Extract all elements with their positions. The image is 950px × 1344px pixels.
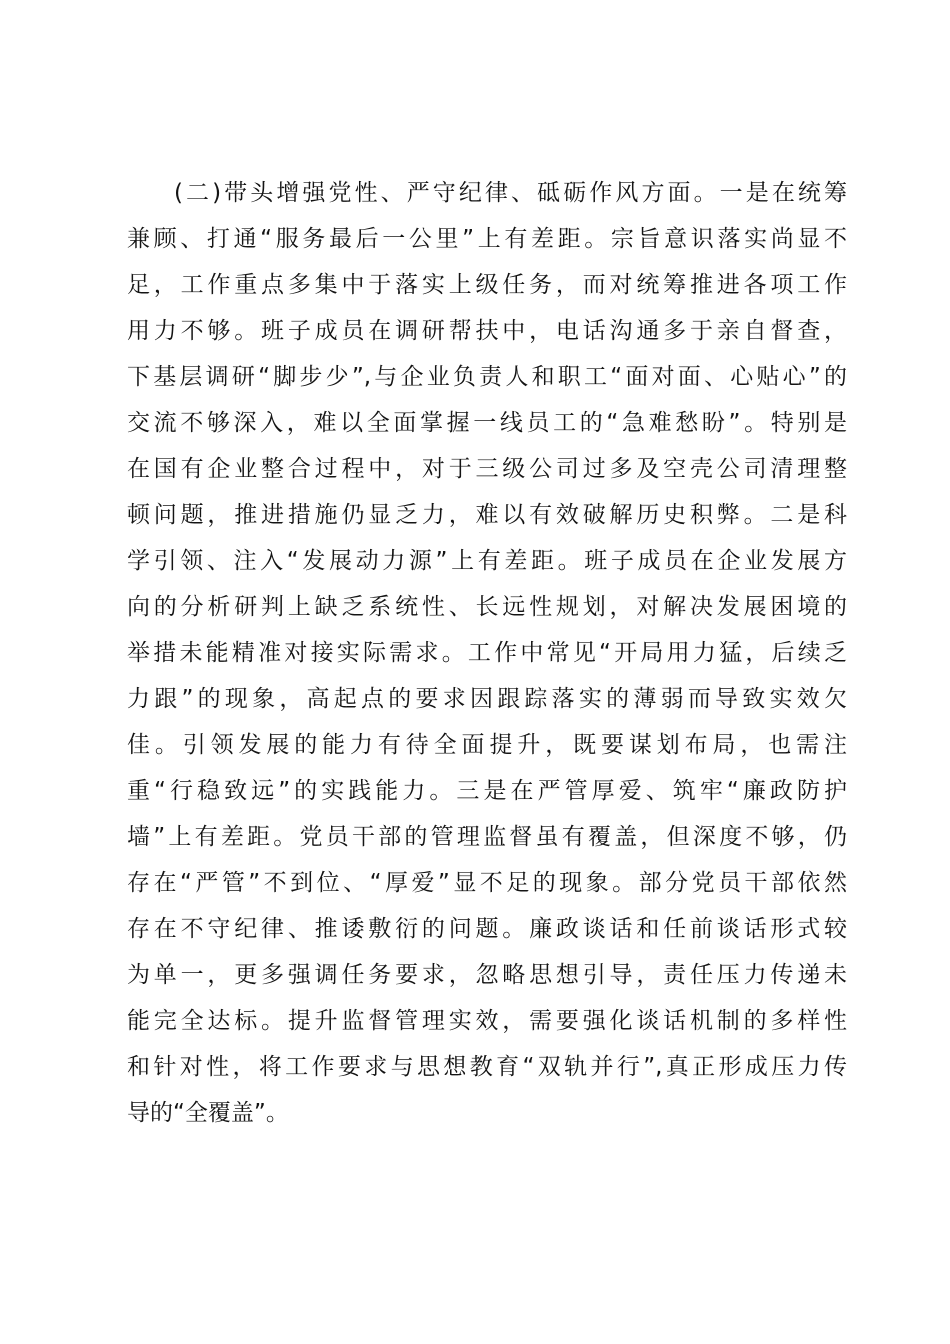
paragraph-line: 能完全达标。提升监督管理实效，需要强化谈话机制的多样性 <box>127 1008 847 1034</box>
paragraph-line: 墙”上有差距。党员干部的管理监督虽有覆盖，但深度不够，仍 <box>127 824 847 850</box>
paragraph-line: 导的“全覆盖”。 <box>127 1100 289 1126</box>
paragraph-line: 和针对性，将工作要求与思想教育“双轨并行”,真正形成压力传 <box>127 1054 847 1080</box>
paragraph-line: 力跟”的现象，高起点的要求因跟踪落实的薄弱而导致实效欠 <box>127 686 847 712</box>
paragraph-line: 存在不守纪律、推诿敷衍的问题。廉政谈话和任前谈话形式较 <box>127 916 847 942</box>
paragraph-line: 佳。引领发展的能力有待全面提升，既要谋划布局，也需注 <box>127 732 847 758</box>
paragraph-line: 足，工作重点多集中于落实上级任务，而对统筹推进各项工作 <box>127 272 847 298</box>
paragraph-line: 顿问题，推进措施仍显乏力，难以有效破解历史积弊。二是科 <box>127 502 847 528</box>
paragraph-line: 向的分析研判上缺乏系统性、长远性规划，对解决发展困境的 <box>127 594 847 620</box>
paragraph-line: 举措未能精准对接实际需求。工作中常见“开局用力猛，后续乏 <box>127 640 847 666</box>
paragraph-line: 下基层调研“脚步少”,与企业负责人和职工“面对面、心贴心”的 <box>127 364 847 390</box>
paragraph-line: 学引领、注入“发展动力源”上有差距。班子成员在企业发展方 <box>127 548 847 574</box>
paragraph-line: 用力不够。班子成员在调研帮扶中，电话沟通多于亲自督查， <box>127 318 847 344</box>
paragraph-line: 为单一，更多强调任务要求，忽略思想引导，责任压力传递未 <box>127 962 847 988</box>
paragraph-line: 存在“严管”不到位、“厚爱”显不足的现象。部分党员干部依然 <box>127 870 847 896</box>
paragraph-line: 在国有企业整合过程中，对于三级公司过多及空壳公司清理整 <box>127 456 847 482</box>
paragraph-line: 交流不够深入，难以全面掌握一线员工的“急难愁盼”。特别是 <box>127 410 847 436</box>
paragraph-line: 兼顾、打通“服务最后一公里”上有差距。宗旨意识落实尚显不 <box>127 226 847 252</box>
body-paragraph <box>127 170 847 1136</box>
paragraph-line: (二)带头增强党性、严守纪律、砥砺作风方面。一是在统筹 <box>174 180 847 206</box>
paragraph-line: 重“行稳致远”的实践能力。三是在严管厚爱、筑牢“廉政防护 <box>127 778 847 804</box>
